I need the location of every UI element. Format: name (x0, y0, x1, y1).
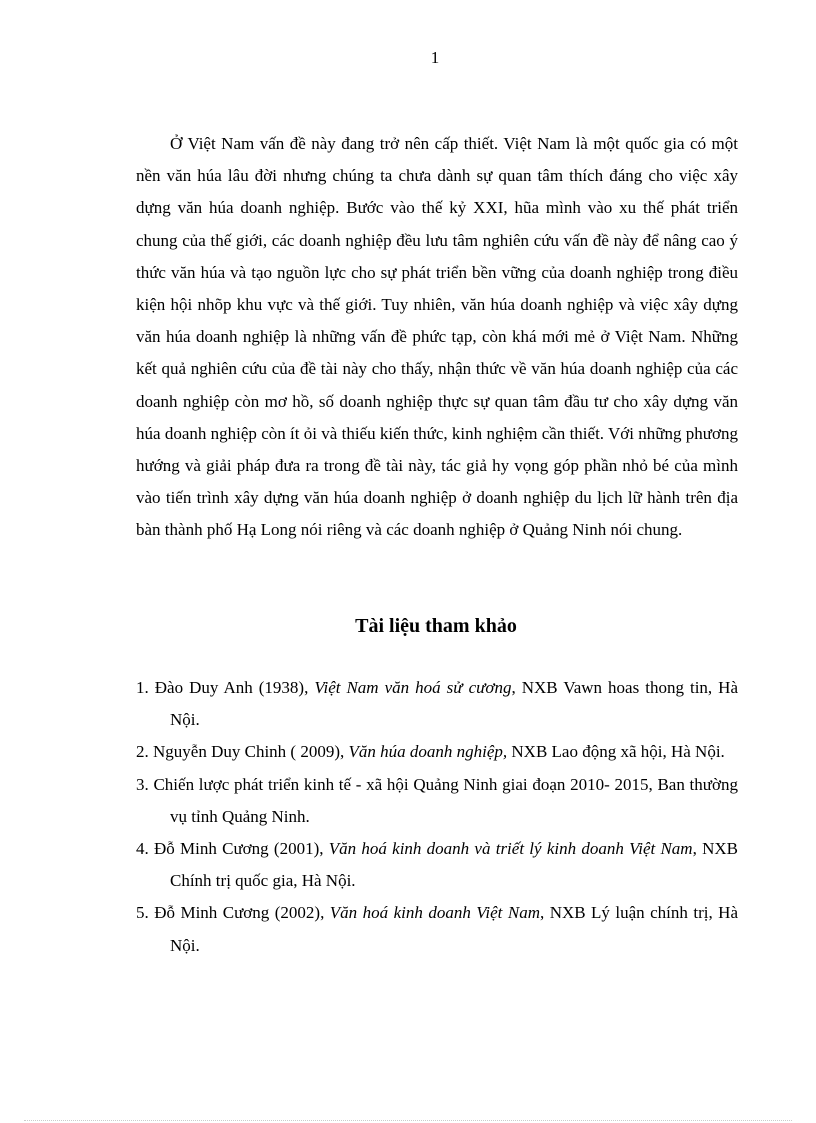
reference-author: Đỗ Minh Cương (2001), (148, 839, 329, 859)
reference-author: Chiến lược phát triển kinh tế - xã hội Quảng Ninh giai đoạn 2010- 2015, Ban thường vụ tỉnh Quảng Ninh. (148, 774, 738, 826)
body-paragraph: Ở Việt Nam vấn đề này đang trở nên cấp thiết. Việt Nam là một quốc gia có một nền văn húa lâu đời nhưng chúng ta chưa dành sự quan tâm thích đáng cho việc xây dựng văn húa doanh nghiệp. Bước vào thế kỷ XXI, hũa mình vào xu thế phát triển chung của thế giới, các doanh nghiệp đều lưu tâm nghiên cứu vấn đề này để nâng cao ý thức văn húa và tạo nguồn lực cho sự phát triển bền vững của doanh nghiệp trong điều kiện hội nhõp khu vực và thế giới. Tuy nhiên, văn húa doanh nghiệp và việc xây dựng văn húa doanh nghiệp là những vấn đề phức tạp, còn khá mới mẻ ở Việt Nam. Những kết quả nghiên cứu của đề tài này cho thấy, nhận thức về văn húa doanh nghiệp của các doanh nghiệp còn mơ hồ, số doanh nghiệp thực sự quan tâm đầu tư cho xây dựng văn húa doanh nghiệp còn ít ỏi và thiếu kiến thức, kinh nghiệm cần thiết. Với những phương hướng và giải pháp đưa ra trong đề tài này, tác giả hy vọng góp phần nhỏ bé của mình vào tiến trình xây dựng văn húa doanh nghiệp ở doanh nghiệp du lịch lữ hành trên địa bàn thành phố Hạ Long nói riêng và các doanh nghiệp ở Quảng Ninh nói chung. (136, 134, 738, 540)
reference-number: 1. (136, 678, 149, 697)
reference-item (136, 736, 738, 768)
reference-author: Đào Duy Anh (1938), (148, 678, 315, 697)
reference-title: Văn hoá kinh doanh và triết lý kinh doanh Việt Nam (328, 839, 693, 859)
page-number: 1 (430, 48, 440, 67)
reference-item (136, 833, 738, 897)
reference-number: 5. (136, 903, 149, 923)
reference-publisher: , NXB Lý luận chính trị, Hà Nội. (170, 903, 738, 955)
reference-title: Việt Nam văn hoá sử cương (314, 678, 512, 697)
reference-number: 2. (136, 742, 149, 762)
reference-publisher: , NXB Vawn hoas thong tin, Hà Nội. (170, 678, 739, 730)
reference-item (136, 769, 738, 833)
reference-publisher: , NXB Chính trị quốc gia, Hà Nội. (170, 839, 738, 891)
references-heading: Tài liệu tham khảo (355, 615, 517, 637)
reference-author: Đỗ Minh Cương (2002), (148, 903, 330, 923)
reference-number: 4. (136, 839, 149, 859)
reference-title: Văn hoá kinh doanh Việt Nam (329, 903, 540, 923)
reference-publisher: NXB Lao động xã hội, Hà Nội. (507, 742, 725, 762)
references-list (136, 672, 738, 962)
reference-number: 3. (136, 774, 149, 794)
reference-author: Nguyễn Duy Chinh ( 2009), (148, 742, 349, 762)
page-bottom-divider (24, 1120, 792, 1121)
reference-title: Văn húa doanh nghiệp, (348, 742, 508, 762)
reference-item (136, 672, 738, 736)
reference-item (136, 897, 738, 961)
